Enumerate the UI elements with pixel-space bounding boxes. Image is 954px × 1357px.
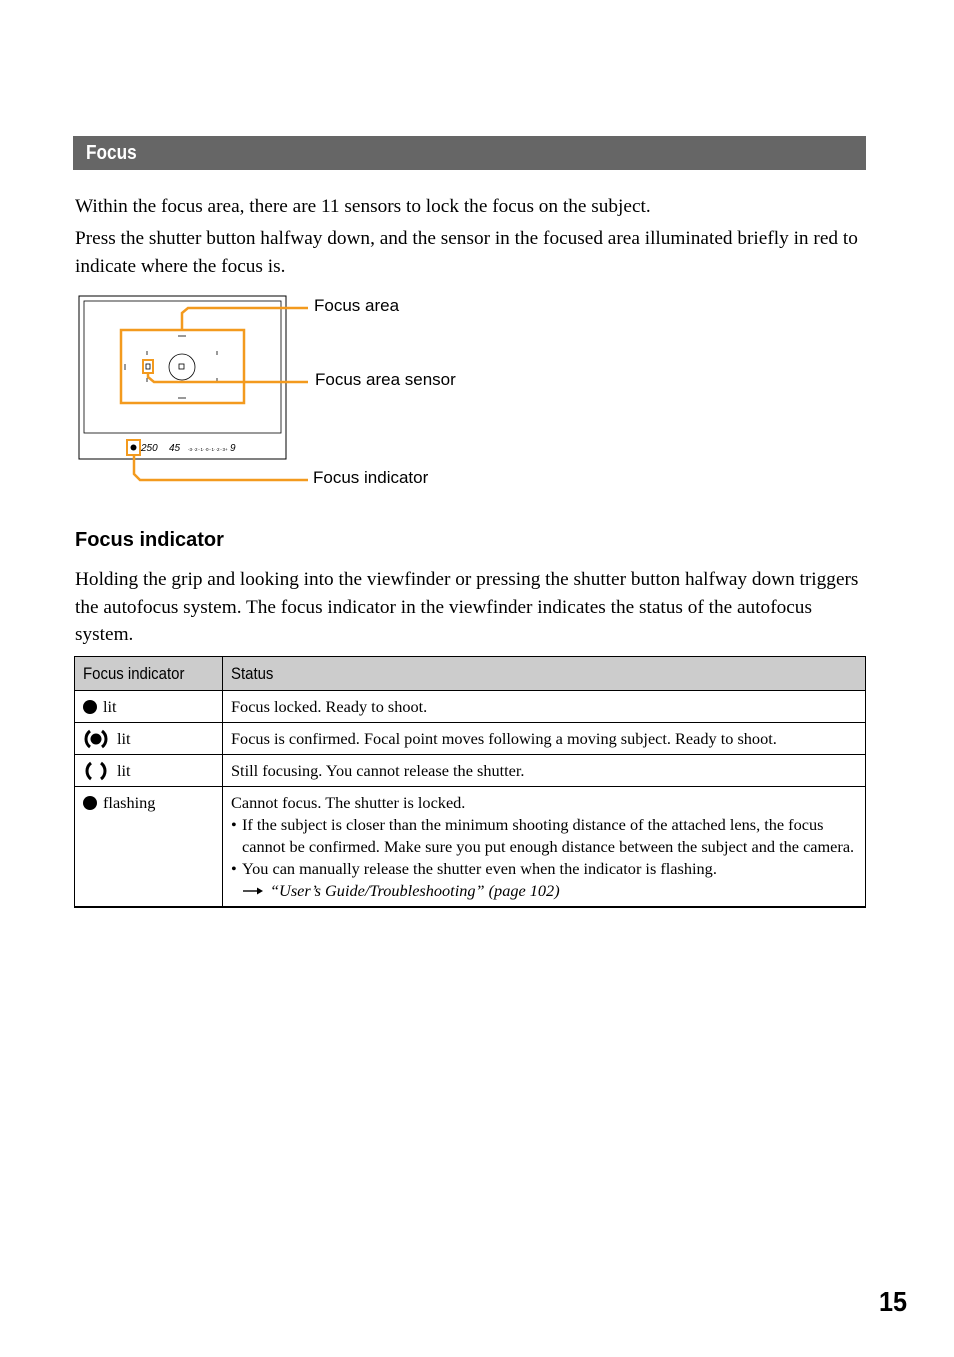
focus-indicator-table	[74, 656, 866, 908]
indicator-state: lit	[103, 697, 117, 716]
status-text: Focus locked. Ready to shoot.	[223, 691, 866, 723]
focus-indicator-paragraph: Holding the grip and looking into the viewfinder or pressing the shutter button halfway down triggers the autofocus system. The focus indicator in the viewfinder indicates the status of the autofocus system.	[75, 569, 859, 645]
cross-reference	[231, 880, 857, 902]
readout-frames: 9	[230, 443, 236, 454]
status-bullet: • You can manually release the shutter even when the indicator is flashing.	[231, 859, 717, 878]
status-text: Still focusing. You cannot release the shutter.	[223, 755, 866, 787]
indicator-state: lit	[117, 761, 131, 780]
table-header-row	[75, 657, 866, 691]
table-row	[75, 787, 866, 908]
readout-exposure-scale: -3··2··1··0··1··2··3+	[188, 447, 228, 452]
arrow-right-icon	[242, 886, 264, 896]
readout-shutter: 250	[141, 443, 158, 454]
focus-indicator-dot-icon	[131, 445, 137, 451]
status-text: Cannot focus. The shutter is locked.	[231, 793, 466, 812]
table-row	[75, 691, 866, 723]
header-focus-indicator: Focus indicator	[75, 657, 223, 691]
status-text: Focus is confirmed. Focal point moves following a moving subject. Ready to shoot.	[223, 723, 866, 755]
focus-indicator-leader	[134, 456, 308, 480]
page-number: 15	[879, 1286, 908, 1317]
section-title: Focus	[86, 141, 137, 164]
focus-area-sensor-leader	[148, 373, 308, 382]
table-row	[75, 755, 866, 787]
dot-with-brackets-icon	[83, 729, 109, 749]
label-focus-area-sensor: Focus area sensor	[315, 370, 456, 389]
focus-area-sensor-highlight	[143, 360, 153, 373]
section-header-bar	[73, 136, 866, 170]
viewfinder-diagram	[70, 288, 490, 498]
indicator-state: lit	[117, 729, 131, 748]
solid-dot-icon	[83, 700, 97, 714]
header-status: Status	[223, 657, 866, 691]
focus-area-leader	[182, 308, 308, 330]
focus-indicator-heading: Focus indicator	[75, 529, 224, 551]
brackets-icon	[83, 761, 109, 781]
readout-aperture: 45	[169, 443, 181, 454]
intro-paragraph-1: Within the focus area, there are 11 sensors to lock the focus on the subject.	[75, 196, 651, 217]
status-bullet: • If the subject is closer than the minimum shooting distance of the attached lens, the focus cannot be confirmed. Make sure you put enough distance between the subject and the camera.	[231, 815, 855, 856]
table-row	[75, 723, 866, 755]
intro-paragraph-2: Press the shutter button halfway down, and the sensor in the focused area illuminated briefly in red to indicate where the focus is.	[75, 228, 858, 277]
label-focus-indicator: Focus indicator	[313, 468, 429, 487]
cross-reference-text: “User’s Guide/Troubleshooting” (page 102)	[270, 881, 560, 900]
solid-dot-icon	[83, 796, 97, 810]
focus-area-highlight	[121, 330, 244, 403]
label-focus-area: Focus area	[314, 296, 400, 315]
indicator-state: flashing	[103, 793, 156, 812]
